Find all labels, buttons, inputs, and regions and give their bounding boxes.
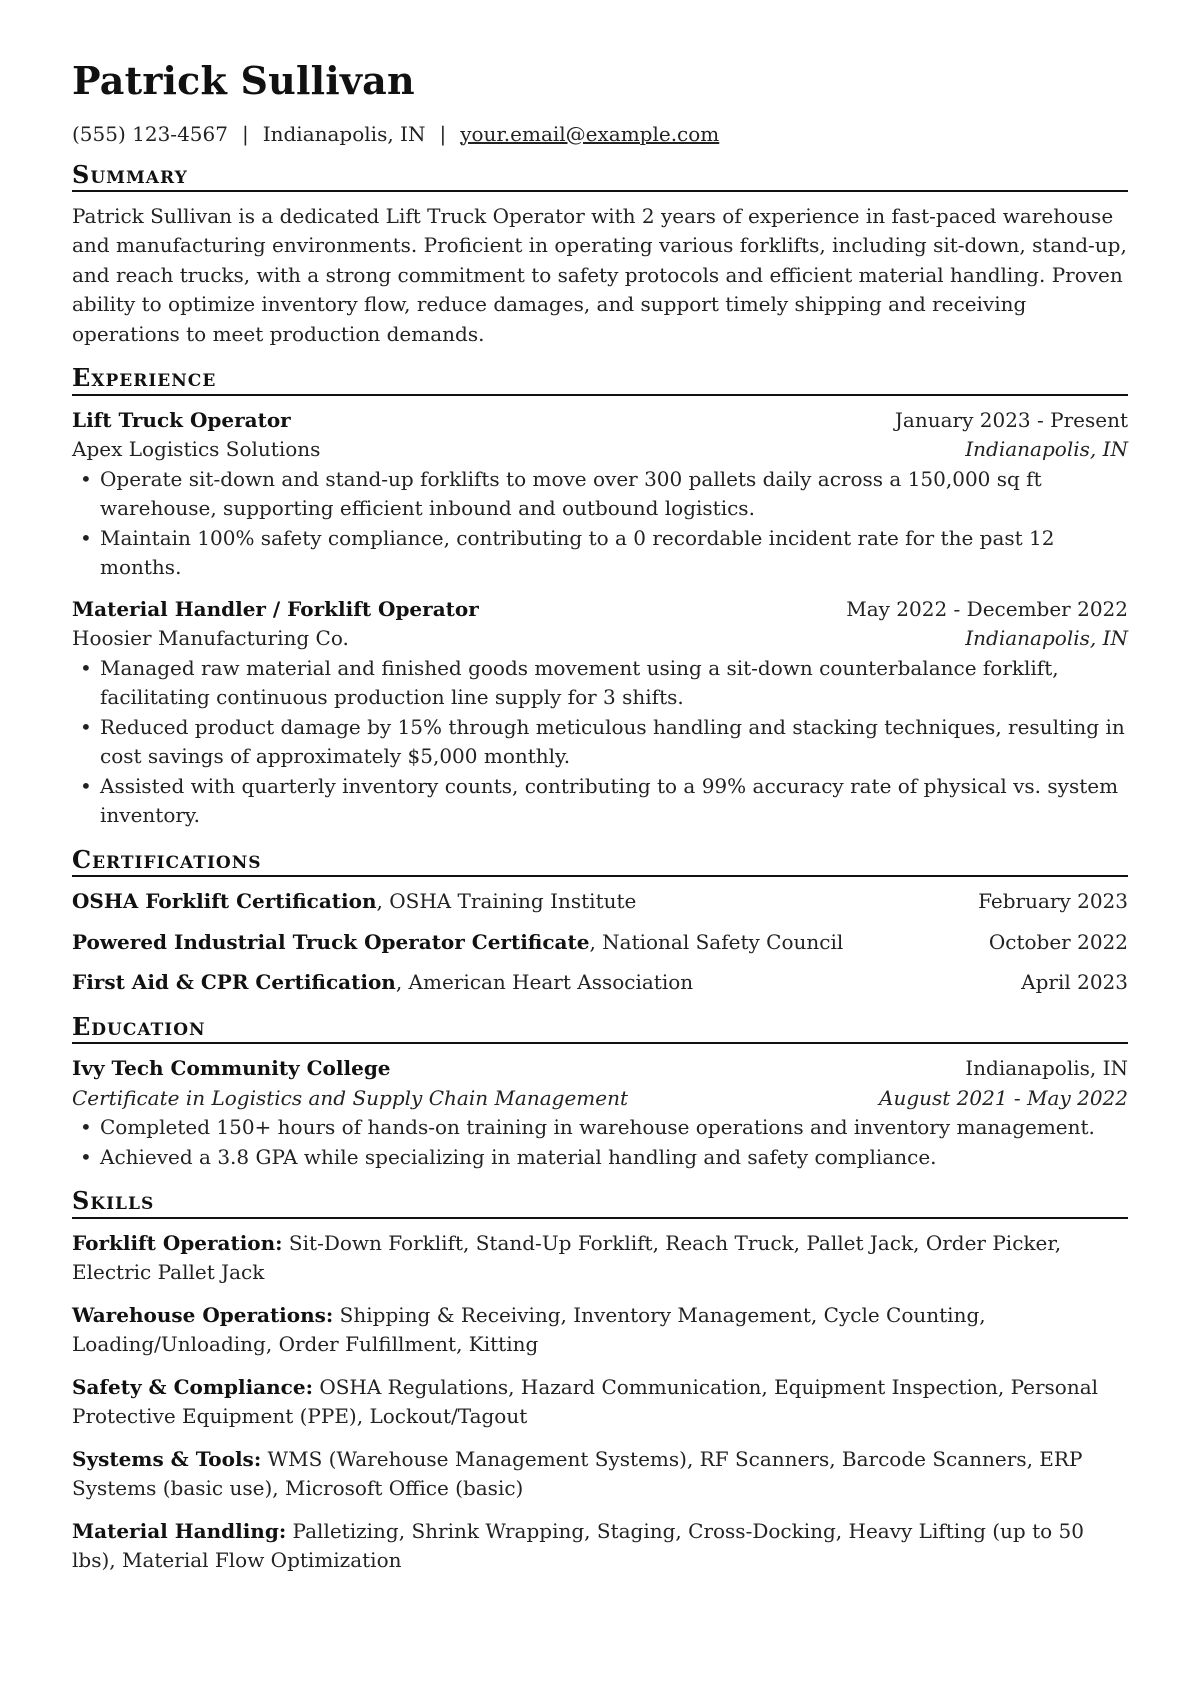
skill-value: OSHA Regulations, Hazard Communication, Equipment Inspection, Personal Protective Equipment (PPE), Lockout/Tagout bbox=[72, 1374, 1099, 1429]
job-subheader bbox=[72, 624, 1128, 654]
job-bullet: • Maintain 100% safety compliance, contributing to a 0 recordable incident rate for the past 12 months. bbox=[72, 524, 1128, 583]
job-header bbox=[72, 406, 1128, 436]
job-bullets bbox=[72, 654, 1128, 831]
certification-name: OSHA Forklift Certification bbox=[72, 889, 377, 914]
skill-value: WMS (Warehouse Management Systems), RF Scanners, Barcode Scanners, ERP Systems (basic use), Microsoft Office (basic) bbox=[72, 1446, 1083, 1501]
education-subheader bbox=[72, 1084, 1128, 1114]
job-bullet: • Assisted with quarterly inventory counts, contributing to a 99% accuracy rate of physical vs. system inventory. bbox=[72, 772, 1128, 831]
section-title-skills: Skills bbox=[72, 1188, 1128, 1218]
skill-label: Warehouse Operations: bbox=[72, 1302, 334, 1327]
job-company: Hoosier Manufacturing Co. bbox=[72, 626, 349, 651]
certification-item bbox=[72, 928, 1128, 958]
job-bullet: • Reduced product damage by 15% through meticulous handling and stacking techniques, resulting in cost savings of approximately $5,000 monthly. bbox=[72, 713, 1128, 772]
job-entry bbox=[72, 595, 1128, 831]
contact-line bbox=[72, 122, 1128, 146]
skill-label: Forklift Operation: bbox=[72, 1230, 283, 1255]
job-role: Material Handler / Forklift Operator bbox=[72, 596, 479, 621]
skills-list bbox=[72, 1229, 1128, 1576]
skill-group bbox=[72, 1229, 1128, 1288]
certification-item bbox=[72, 968, 1128, 998]
certification-item bbox=[72, 887, 1128, 917]
summary-text: Patrick Sullivan is a dedicated Lift Truck Operator with 2 years of experience in fast-paced warehouse and manufacturing environments. Proficient in operating various forklifts, including sit-down, stand-up, and reach trucks, with a strong commitment to safety protocols and efficient material handling. Proven ability to optimize inventory flow, reduce damages, and support timely shipping and receiving operations to meet production demands. bbox=[72, 203, 1127, 346]
skill-value: Shipping & Receiving, Inventory Management, Cycle Counting, Loading/Unloading, Order Fulfillment, Kitting bbox=[72, 1302, 986, 1357]
skill-value: Palletizing, Shrink Wrapping, Staging, Cross-Docking, Heavy Lifting (up to 50 lbs), Material Flow Optimization bbox=[72, 1518, 1084, 1573]
education-section bbox=[72, 1011, 1128, 1172]
job-dates: May 2022 - December 2022 bbox=[846, 596, 1128, 621]
skill-group bbox=[72, 1445, 1128, 1504]
skill-value: Sit-Down Forklift, Stand-Up Forklift, Reach Truck, Pallet Jack, Order Picker, Electric Pallet Jack bbox=[72, 1230, 1062, 1285]
education-school: Ivy Tech Community College bbox=[72, 1056, 391, 1081]
certification-date: February 2023 bbox=[978, 889, 1128, 914]
education-entry bbox=[72, 1054, 1128, 1172]
section-title-summary: Summary bbox=[72, 162, 1128, 192]
section-title-experience: Experience bbox=[72, 365, 1128, 395]
job-bullet: • Managed raw material and finished goods movement using a sit-down counterbalance forklift, facilitating continuous production line supply for 3 shifts. bbox=[72, 654, 1128, 713]
job-subheader bbox=[72, 435, 1128, 465]
certification-list bbox=[72, 887, 1128, 998]
summary-section bbox=[72, 159, 1128, 350]
job-location: Indianapolis, IN bbox=[965, 626, 1128, 651]
job-company: Apex Logistics Solutions bbox=[72, 437, 321, 462]
phone-number: (555) 123-4567 bbox=[72, 121, 228, 146]
certifications-section bbox=[72, 844, 1128, 998]
skill-label: Systems & Tools: bbox=[72, 1446, 262, 1471]
certification-issuer: , OSHA Training Institute bbox=[376, 889, 637, 914]
certification-name: Powered Industrial Truck Operator Certificate bbox=[72, 929, 590, 954]
contact-separator: | bbox=[439, 121, 447, 146]
skill-label: Safety & Compliance: bbox=[72, 1374, 313, 1399]
section-title-education: Education bbox=[72, 1014, 1128, 1044]
certification-date: October 2022 bbox=[988, 929, 1128, 954]
skill-label: Material Handling: bbox=[72, 1518, 287, 1543]
job-role: Lift Truck Operator bbox=[72, 407, 291, 432]
education-header bbox=[72, 1054, 1128, 1084]
skill-group bbox=[72, 1517, 1128, 1576]
job-dates: January 2023 - Present bbox=[894, 407, 1128, 432]
certification-issuer: , American Heart Association bbox=[395, 970, 694, 995]
certification-date: April 2023 bbox=[1021, 970, 1128, 995]
education-program: Certificate in Logistics and Supply Chain Management bbox=[72, 1085, 629, 1110]
job-location: Indianapolis, IN bbox=[965, 437, 1128, 462]
education-bullets bbox=[72, 1113, 1128, 1172]
job-bullet: • Operate sit-down and stand-up forklifts to move over 300 pallets daily across a 150,000 sq ft warehouse, supporting efficient inbound and outbound logistics. bbox=[72, 465, 1128, 524]
skill-group bbox=[72, 1301, 1128, 1360]
certification-name: First Aid & CPR Certification bbox=[72, 970, 396, 995]
job-bullets bbox=[72, 465, 1128, 583]
email-link[interactable]: your.email@example.com bbox=[460, 121, 720, 146]
education-location: Indianapolis, IN bbox=[965, 1056, 1128, 1081]
certification-issuer: , National Safety Council bbox=[589, 929, 844, 954]
education-dates: August 2021 - May 2022 bbox=[879, 1085, 1128, 1110]
candidate-name: Patrick Sullivan bbox=[72, 58, 415, 103]
job-entry bbox=[72, 406, 1128, 583]
section-title-certifications: Certifications bbox=[72, 847, 1128, 877]
contact-separator: | bbox=[241, 121, 249, 146]
skill-group bbox=[72, 1373, 1128, 1432]
education-bullet: • Completed 150+ hours of hands-on training in warehouse operations and inventory management. bbox=[72, 1113, 1128, 1143]
job-header bbox=[72, 595, 1128, 625]
education-bullet: • Achieved a 3.8 GPA while specializing in material handling and safety compliance. bbox=[72, 1143, 1128, 1173]
skills-section bbox=[72, 1188, 1128, 1575]
location: Indianapolis, IN bbox=[262, 121, 426, 146]
experience-section bbox=[72, 365, 1128, 830]
